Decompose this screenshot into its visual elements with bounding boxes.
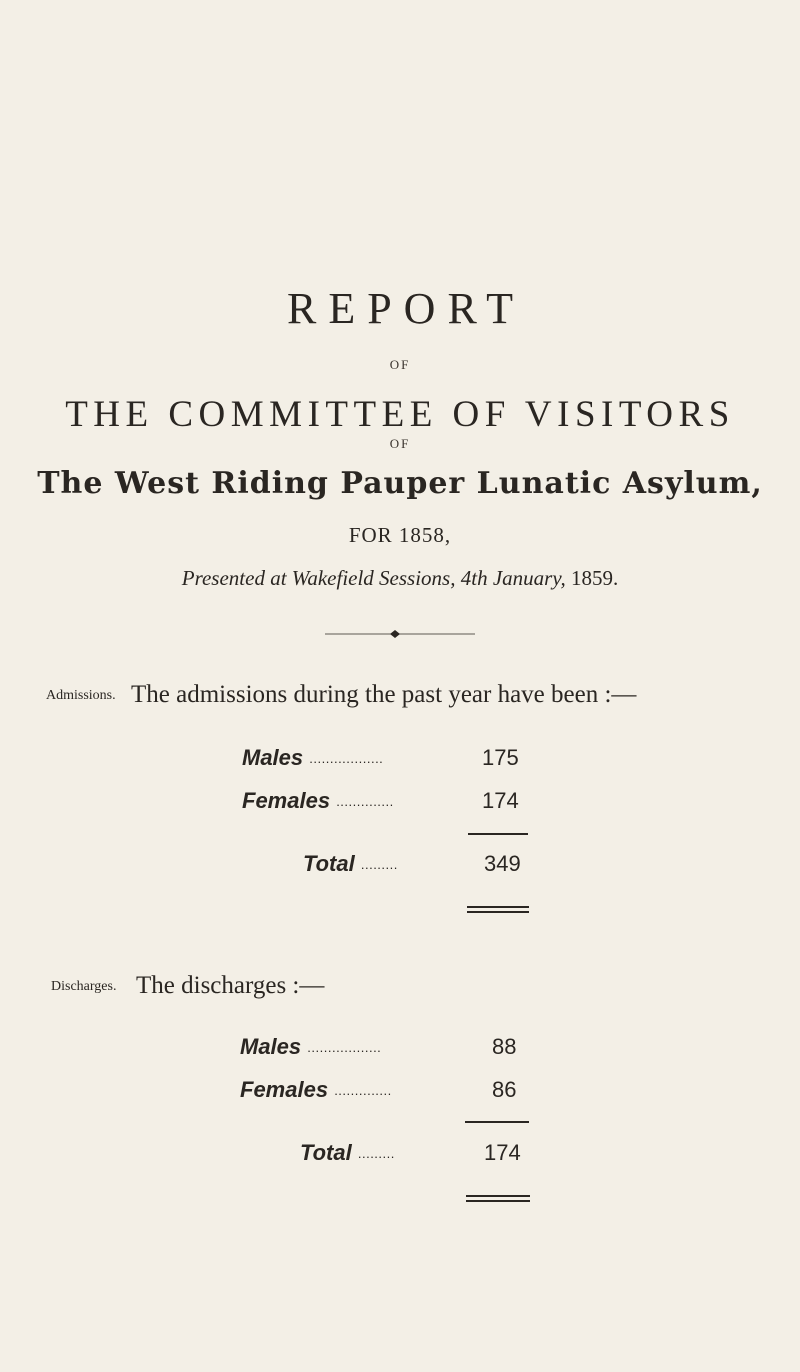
- admissions-row-males: [242, 745, 383, 771]
- row-label: Males: [240, 1034, 302, 1059]
- admissions-sum-rule: [468, 833, 528, 835]
- discharges-double-rule-bottom: [466, 1200, 530, 1202]
- discharges-row-total: [300, 1140, 395, 1166]
- row-label: Females: [240, 1077, 329, 1102]
- discharges-sum-rule: [465, 1121, 529, 1123]
- admissions-row-females: [242, 788, 394, 814]
- row-label: Total: [303, 851, 355, 876]
- discharges-total-value: 174: [484, 1140, 521, 1165]
- committee-title: THE COMMITTEE OF VISITORS: [65, 394, 735, 435]
- discharges-side-label: Discharges.: [51, 979, 117, 994]
- report-year: FOR 1858,: [348, 523, 452, 547]
- presented-prefix: Presented at Wakefield Sessions,: [181, 566, 456, 590]
- presented-line: [0, 566, 800, 591]
- of-connector-1: OF: [389, 357, 411, 372]
- row-leader-dots: ..................: [309, 751, 384, 766]
- discharges-row-males: [240, 1034, 381, 1060]
- row-label: Females: [242, 788, 331, 813]
- discharges-row-females: [240, 1077, 392, 1103]
- row-leader-dots: .........: [357, 1146, 395, 1161]
- admissions-sentence: The admissions during the past year have been :—: [131, 681, 637, 708]
- admissions-double-rule-bottom: [467, 911, 529, 913]
- diamond-ornament-divider: [325, 629, 475, 639]
- of-connector-2: OF: [389, 436, 411, 451]
- presented-day: 4th: [460, 566, 488, 590]
- admissions-females-value: 174: [482, 788, 519, 813]
- row-label: Males: [242, 745, 304, 770]
- discharges-sentence: The discharges :—: [136, 972, 325, 999]
- admissions-double-rule-top: [467, 906, 529, 908]
- row-label: Total: [300, 1140, 352, 1165]
- asylum-name: The West Riding Pauper Lunatic Asylum,: [37, 466, 763, 501]
- row-leader-dots: .........: [360, 857, 398, 872]
- discharges-females-value: 86: [492, 1077, 517, 1102]
- row-leader-dots: ..............: [336, 794, 394, 809]
- admissions-row-total: [303, 851, 398, 877]
- admissions-side-label: Admissions.: [46, 688, 116, 703]
- row-leader-dots: ..................: [307, 1040, 382, 1055]
- row-leader-dots: ..............: [334, 1083, 392, 1098]
- admissions-males-value: 175: [482, 745, 519, 770]
- discharges-double-rule-top: [466, 1195, 530, 1197]
- report-title: REPORT: [286, 284, 526, 333]
- discharges-males-value: 88: [492, 1034, 517, 1059]
- presented-month: January,: [492, 566, 566, 590]
- admissions-total-value: 349: [484, 851, 521, 876]
- presented-year: 1859.: [570, 566, 619, 590]
